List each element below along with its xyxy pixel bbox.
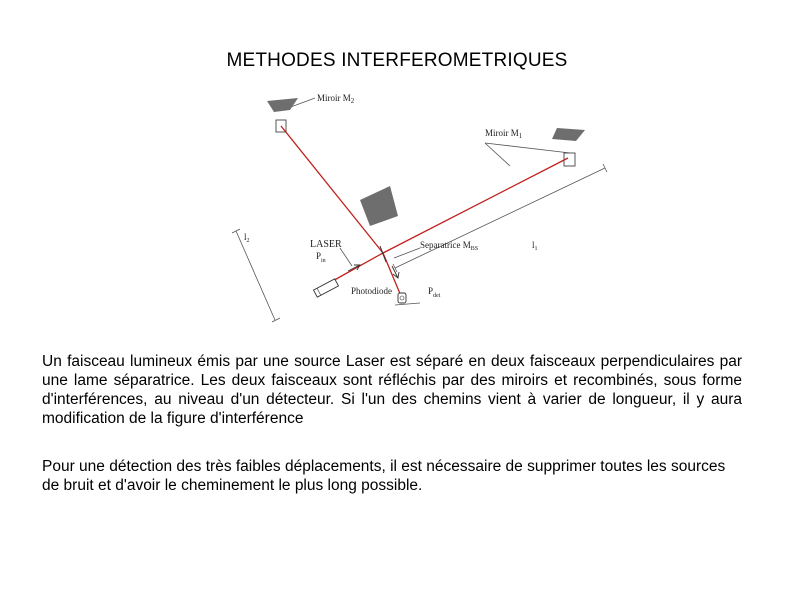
label-pin: $P_{in}$ bbox=[316, 251, 326, 264]
beam-arm-1 bbox=[383, 158, 568, 253]
dimension-lines bbox=[232, 98, 607, 322]
page-title: METHODES INTERFEROMETRIQUES bbox=[226, 50, 568, 71]
label-l2: $l_2$ bbox=[244, 232, 250, 244]
photodiode-sensor bbox=[398, 293, 406, 303]
interferometer-diagram bbox=[220, 88, 620, 328]
paragraph-description: Un faisceau lumineux émis par une source Laser est séparé en deux faisceaux perpendiculaires par une lame séparatrice. Les deux faisceaux sont réfléchis par des miroirs et recombinés, sous forme d'interférences, au niveau d'un détecteur. Si l'un des chemins vient à varier de longueur, il y aura modification de la figure d'interférence bbox=[42, 353, 742, 427]
paragraph-detection: Pour une détection des très faibles déplacements, il est nécessaire de supprimer toutes les sources de bruit et d'avoir le cheminement le plus long possible. bbox=[42, 458, 726, 494]
label-mirror-m2: Miroir $M_2$ bbox=[317, 93, 355, 105]
mirror-m2-plate bbox=[267, 98, 298, 112]
laser-beams bbox=[281, 126, 568, 296]
label-pdet: $P_{det}$ bbox=[428, 286, 441, 299]
interferometer-svg bbox=[220, 88, 620, 328]
beamsplitter-plate bbox=[360, 186, 398, 226]
label-separatrice: Separatrice $M_{BS}$ bbox=[420, 240, 479, 252]
label-photodiode: Photodiode bbox=[351, 286, 393, 296]
laser-source bbox=[314, 279, 339, 297]
label-mirror-m1: Miroir $M_1$ bbox=[485, 128, 523, 140]
mirror-m1-plate bbox=[552, 128, 585, 141]
beam-arm-2 bbox=[281, 126, 383, 253]
dimension-line-l2 bbox=[236, 231, 275, 320]
dimension-line-l1 bbox=[395, 168, 605, 268]
label-laser: LASER bbox=[310, 239, 342, 250]
label-l1: $l_1$ bbox=[532, 240, 538, 252]
